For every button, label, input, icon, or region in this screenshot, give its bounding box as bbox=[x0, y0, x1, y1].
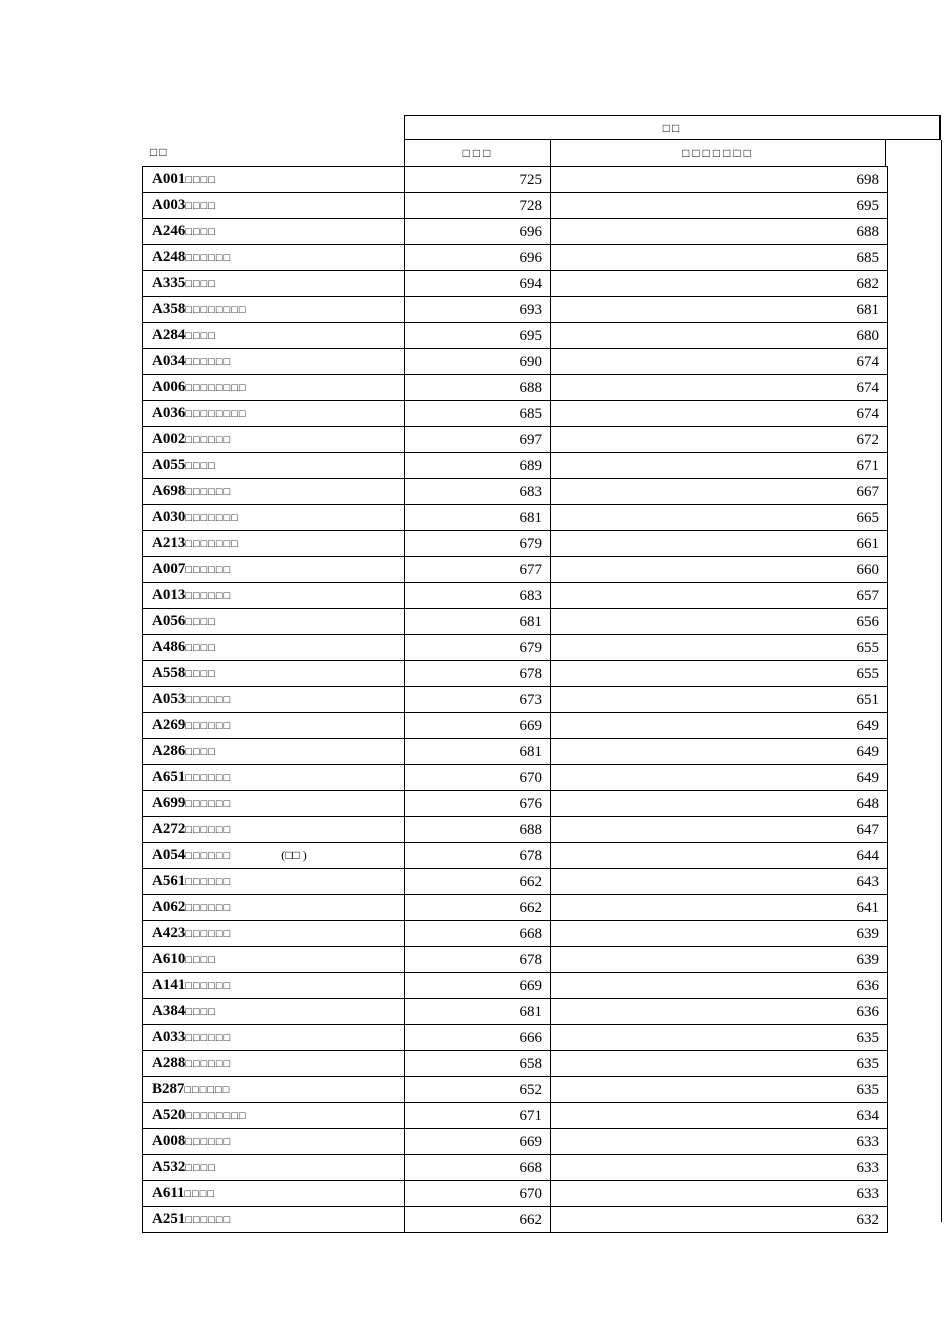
program-code: A013 bbox=[152, 587, 186, 603]
col1-value: 683 bbox=[405, 583, 551, 609]
program-code: A272 bbox=[152, 821, 186, 837]
program-label: □□□□□□ bbox=[185, 1058, 232, 1070]
col1-value: 658 bbox=[405, 1051, 551, 1077]
program-name-cell bbox=[143, 1207, 405, 1233]
program-label: □□□□ bbox=[185, 1006, 216, 1018]
col2-value: 674 bbox=[551, 375, 888, 401]
table-row bbox=[143, 739, 888, 765]
col1-value: 689 bbox=[405, 453, 551, 479]
col2-value: 655 bbox=[551, 661, 888, 687]
table-row bbox=[143, 999, 888, 1025]
program-code: A384 bbox=[152, 1003, 186, 1019]
table-row bbox=[143, 297, 888, 323]
col1-header: □□□ bbox=[404, 140, 551, 166]
program-name-cell bbox=[143, 1103, 405, 1129]
table-row bbox=[143, 1025, 888, 1051]
col1-value: 683 bbox=[405, 479, 551, 505]
col1-value: 662 bbox=[405, 869, 551, 895]
col2-value: 633 bbox=[551, 1181, 888, 1207]
program-name-cell bbox=[143, 427, 405, 453]
program-code: A358 bbox=[152, 301, 186, 317]
right-border-line bbox=[941, 140, 942, 1222]
score-table-body bbox=[143, 167, 888, 1233]
col2-value: 635 bbox=[551, 1077, 888, 1103]
col1-value: 681 bbox=[405, 999, 551, 1025]
program-name-cell bbox=[143, 167, 405, 193]
table-row bbox=[143, 453, 888, 479]
program-name-cell bbox=[143, 765, 405, 791]
program-name-cell bbox=[143, 1025, 405, 1051]
program-label: □□□□ bbox=[185, 1162, 216, 1174]
table-row bbox=[143, 817, 888, 843]
col2-value: 698 bbox=[551, 167, 888, 193]
col1-value: 694 bbox=[405, 271, 551, 297]
table-row bbox=[143, 921, 888, 947]
program-label: □□□□□□ bbox=[185, 1136, 232, 1148]
col1-value: 669 bbox=[405, 973, 551, 999]
col1-value: 670 bbox=[405, 1181, 551, 1207]
col2-value: 674 bbox=[551, 349, 888, 375]
table-row bbox=[143, 1155, 888, 1181]
program-code: A532 bbox=[152, 1159, 186, 1175]
program-label: □□□□□□ bbox=[185, 486, 232, 498]
program-label: □□□□□□ bbox=[184, 1084, 231, 1096]
program-code: A248 bbox=[152, 249, 186, 265]
program-label: □□□□ bbox=[185, 954, 216, 966]
col1-value: 678 bbox=[405, 947, 551, 973]
program-name-cell bbox=[143, 921, 405, 947]
program-name-cell bbox=[143, 895, 405, 921]
program-label: □□□□ bbox=[185, 668, 216, 680]
program-label: □□□□□□□□ bbox=[185, 382, 247, 394]
col2-value: 671 bbox=[551, 453, 888, 479]
program-name-cell bbox=[143, 583, 405, 609]
program-name-cell bbox=[143, 349, 405, 375]
program-name-cell bbox=[143, 193, 405, 219]
table-row bbox=[143, 609, 888, 635]
table-row bbox=[143, 1051, 888, 1077]
program-label: □□□□□□ bbox=[185, 720, 232, 732]
program-code: A055 bbox=[152, 457, 186, 473]
program-code: A036 bbox=[152, 405, 186, 421]
program-code: A003 bbox=[152, 197, 186, 213]
program-code: A033 bbox=[152, 1029, 186, 1045]
program-code: A056 bbox=[152, 613, 186, 629]
col1-value: 690 bbox=[405, 349, 551, 375]
program-code: A520 bbox=[152, 1107, 186, 1123]
program-label: □□□□□□□□ bbox=[185, 408, 247, 420]
table-row bbox=[143, 167, 888, 193]
table-row bbox=[143, 401, 888, 427]
program-name-cell bbox=[143, 479, 405, 505]
program-code: B287 bbox=[152, 1081, 185, 1097]
program-code: A284 bbox=[152, 327, 186, 343]
program-name-cell bbox=[143, 271, 405, 297]
program-label: □□□□□□ bbox=[185, 694, 232, 706]
col2-value: 688 bbox=[551, 219, 888, 245]
table-row bbox=[143, 947, 888, 973]
col2-value: 682 bbox=[551, 271, 888, 297]
table-row bbox=[143, 1181, 888, 1207]
col1-value: 662 bbox=[405, 1207, 551, 1233]
program-code: A611 bbox=[152, 1185, 185, 1201]
program-code: A213 bbox=[152, 535, 186, 551]
program-name-cell bbox=[143, 1155, 405, 1181]
col2-value: 665 bbox=[551, 505, 888, 531]
program-name-cell bbox=[143, 1051, 405, 1077]
col1-value: 725 bbox=[405, 167, 551, 193]
table-row bbox=[143, 635, 888, 661]
col2-value: 641 bbox=[551, 895, 888, 921]
col1-value: 677 bbox=[405, 557, 551, 583]
table-row bbox=[143, 219, 888, 245]
col2-value: 649 bbox=[551, 765, 888, 791]
program-name-cell bbox=[143, 375, 405, 401]
col1-value: 697 bbox=[405, 427, 551, 453]
program-code: A335 bbox=[152, 275, 186, 291]
program-code: A034 bbox=[152, 353, 186, 369]
col1-value: 652 bbox=[405, 1077, 551, 1103]
program-label: □□□□□□ bbox=[185, 980, 232, 992]
table-row bbox=[143, 1207, 888, 1233]
program-name-cell bbox=[143, 661, 405, 687]
col2-value: 639 bbox=[551, 947, 888, 973]
col1-value: 666 bbox=[405, 1025, 551, 1051]
col2-value: 632 bbox=[551, 1207, 888, 1233]
table-row bbox=[143, 765, 888, 791]
program-name-cell bbox=[143, 531, 405, 557]
col2-value: 633 bbox=[551, 1129, 888, 1155]
program-name-cell bbox=[143, 453, 405, 479]
table-row bbox=[143, 245, 888, 271]
program-label: □□□□ bbox=[185, 200, 216, 212]
col2-value: 643 bbox=[551, 869, 888, 895]
col1-value: 681 bbox=[405, 739, 551, 765]
table-row bbox=[143, 193, 888, 219]
program-label: □□□□□□ bbox=[185, 876, 232, 888]
col2-value: 672 bbox=[551, 427, 888, 453]
program-label: □□□□ bbox=[185, 746, 216, 758]
program-name-cell bbox=[143, 973, 405, 999]
col1-value: 728 bbox=[405, 193, 551, 219]
table-row bbox=[143, 271, 888, 297]
col2-value: 633 bbox=[551, 1155, 888, 1181]
program-code: A288 bbox=[152, 1055, 186, 1071]
col2-value: 647 bbox=[551, 817, 888, 843]
program-label: □□□□□□□ bbox=[185, 512, 239, 524]
col1-value: 668 bbox=[405, 1155, 551, 1181]
col2-value: 635 bbox=[551, 1051, 888, 1077]
col1-value: 662 bbox=[405, 895, 551, 921]
table-row bbox=[143, 583, 888, 609]
score-table bbox=[142, 166, 888, 1233]
col1-value: 693 bbox=[405, 297, 551, 323]
col2-value: 636 bbox=[551, 999, 888, 1025]
program-name-cell bbox=[143, 557, 405, 583]
table-row bbox=[143, 1077, 888, 1103]
table-row bbox=[143, 505, 888, 531]
program-label: □□□□ bbox=[185, 226, 216, 238]
program-name-cell bbox=[143, 245, 405, 271]
col1-value: 678 bbox=[405, 661, 551, 687]
program-name-cell bbox=[143, 219, 405, 245]
table-row bbox=[143, 895, 888, 921]
program-name-cell bbox=[143, 635, 405, 661]
table-row bbox=[143, 323, 888, 349]
program-code: A030 bbox=[152, 509, 186, 525]
program-label: □□□□□□ bbox=[185, 902, 232, 914]
group-header: □□ bbox=[404, 115, 941, 140]
table-row bbox=[143, 869, 888, 895]
program-label: □□□□□□ bbox=[185, 1032, 232, 1044]
col2-value: 657 bbox=[551, 583, 888, 609]
col2-value: 661 bbox=[551, 531, 888, 557]
col1-value: 670 bbox=[405, 765, 551, 791]
col1-value: 669 bbox=[405, 713, 551, 739]
table-row bbox=[143, 1129, 888, 1155]
table-row bbox=[143, 479, 888, 505]
program-code: A053 bbox=[152, 691, 186, 707]
program-code: A269 bbox=[152, 717, 186, 733]
program-name-cell bbox=[143, 1129, 405, 1155]
program-code: A251 bbox=[152, 1211, 186, 1227]
program-label: □□□□□□ bbox=[185, 434, 232, 446]
program-code: A561 bbox=[152, 873, 186, 889]
program-label: □□□□□□ bbox=[185, 772, 232, 784]
col2-value: 655 bbox=[551, 635, 888, 661]
program-label: □□□□ bbox=[185, 460, 216, 472]
program-code: A610 bbox=[152, 951, 186, 967]
program-code: A002 bbox=[152, 431, 186, 447]
col1-value: 668 bbox=[405, 921, 551, 947]
col1-value: 681 bbox=[405, 609, 551, 635]
col1-value: 676 bbox=[405, 791, 551, 817]
program-name-cell bbox=[143, 297, 405, 323]
col2-value: 644 bbox=[551, 843, 888, 869]
table-row bbox=[143, 661, 888, 687]
program-label: □□□□□□□□ bbox=[185, 1110, 247, 1122]
program-label: □□□□ bbox=[185, 616, 216, 628]
program-label: □□□□□□ bbox=[185, 928, 232, 940]
name-column-header: □□ bbox=[150, 145, 169, 159]
program-label: □□□□□□ bbox=[185, 252, 232, 264]
col2-value: 639 bbox=[551, 921, 888, 947]
col2-header: □□□□□□□ bbox=[550, 140, 886, 166]
table-row bbox=[143, 687, 888, 713]
program-name-cell bbox=[143, 843, 405, 869]
col1-value: 688 bbox=[405, 375, 551, 401]
table-row bbox=[143, 1103, 888, 1129]
program-label: □□□□ bbox=[185, 330, 216, 342]
program-name-cell bbox=[143, 713, 405, 739]
program-code: A698 bbox=[152, 483, 186, 499]
col1-value: 679 bbox=[405, 635, 551, 661]
table-row bbox=[143, 973, 888, 999]
program-label: □□□□□□ bbox=[185, 590, 232, 602]
program-code: A008 bbox=[152, 1133, 186, 1149]
col1-value: 678 bbox=[405, 843, 551, 869]
program-code: A062 bbox=[152, 899, 186, 915]
col2-value: 656 bbox=[551, 609, 888, 635]
program-code: A423 bbox=[152, 925, 186, 941]
program-name-cell bbox=[143, 1181, 405, 1207]
program-code: A651 bbox=[152, 769, 186, 785]
program-label: □□□□□□□ bbox=[185, 538, 239, 550]
program-name-cell bbox=[143, 687, 405, 713]
col1-value: 669 bbox=[405, 1129, 551, 1155]
col2-value: 648 bbox=[551, 791, 888, 817]
col1-value: 696 bbox=[405, 245, 551, 271]
program-code: A007 bbox=[152, 561, 186, 577]
program-code: A054 bbox=[152, 847, 186, 863]
program-name-cell bbox=[143, 817, 405, 843]
program-label: □□□□ bbox=[185, 642, 216, 654]
program-code: A558 bbox=[152, 665, 186, 681]
table-row bbox=[143, 349, 888, 375]
program-label: □□□□ bbox=[185, 278, 216, 290]
program-code: A486 bbox=[152, 639, 186, 655]
program-name-cell bbox=[143, 947, 405, 973]
program-name-cell bbox=[143, 999, 405, 1025]
table-row bbox=[143, 557, 888, 583]
table-row bbox=[143, 843, 888, 869]
col2-value: 636 bbox=[551, 973, 888, 999]
program-code: A699 bbox=[152, 795, 186, 811]
col2-value: 634 bbox=[551, 1103, 888, 1129]
program-label: □□□□□□ bbox=[185, 850, 232, 862]
program-name-cell bbox=[143, 739, 405, 765]
col1-value: 671 bbox=[405, 1103, 551, 1129]
col2-value: 649 bbox=[551, 739, 888, 765]
col1-value: 681 bbox=[405, 505, 551, 531]
program-label: □□□□ bbox=[185, 174, 216, 186]
col1-value: 685 bbox=[405, 401, 551, 427]
table-row bbox=[143, 375, 888, 401]
col2-value: 674 bbox=[551, 401, 888, 427]
col2-value: 681 bbox=[551, 297, 888, 323]
program-label: □□□□□□ bbox=[185, 798, 232, 810]
col2-value: 660 bbox=[551, 557, 888, 583]
program-name-cell bbox=[143, 401, 405, 427]
table-row bbox=[143, 531, 888, 557]
program-name-cell bbox=[143, 1077, 405, 1103]
program-code: A006 bbox=[152, 379, 186, 395]
program-name-cell bbox=[143, 505, 405, 531]
col1-value: 696 bbox=[405, 219, 551, 245]
col2-value: 695 bbox=[551, 193, 888, 219]
table-row bbox=[143, 713, 888, 739]
program-label: □□□□ bbox=[184, 1188, 216, 1200]
col1-value: 688 bbox=[405, 817, 551, 843]
col2-value: 667 bbox=[551, 479, 888, 505]
program-code: A001 bbox=[152, 171, 186, 187]
program-name-cell bbox=[143, 323, 405, 349]
col2-value: 651 bbox=[551, 687, 888, 713]
col1-value: 695 bbox=[405, 323, 551, 349]
col2-value: 685 bbox=[551, 245, 888, 271]
program-name-cell bbox=[143, 791, 405, 817]
col2-value: 649 bbox=[551, 713, 888, 739]
table-row bbox=[143, 427, 888, 453]
col2-value: 635 bbox=[551, 1025, 888, 1051]
program-code: A286 bbox=[152, 743, 186, 759]
program-code: A246 bbox=[152, 223, 186, 239]
program-name-cell bbox=[143, 609, 405, 635]
program-label: □□□□□□ bbox=[185, 824, 232, 836]
program-label: □□□□□□□□ bbox=[185, 304, 247, 316]
col1-value: 673 bbox=[405, 687, 551, 713]
program-note: (□□ ) bbox=[281, 848, 307, 862]
program-name-cell bbox=[143, 869, 405, 895]
program-label: □□□□□□ bbox=[185, 356, 232, 368]
col2-value: 680 bbox=[551, 323, 888, 349]
program-label: □□□□□□ bbox=[185, 1214, 232, 1226]
col1-value: 679 bbox=[405, 531, 551, 557]
program-code: A141 bbox=[152, 977, 186, 993]
program-label: □□□□□□ bbox=[185, 564, 232, 576]
table-row bbox=[143, 791, 888, 817]
